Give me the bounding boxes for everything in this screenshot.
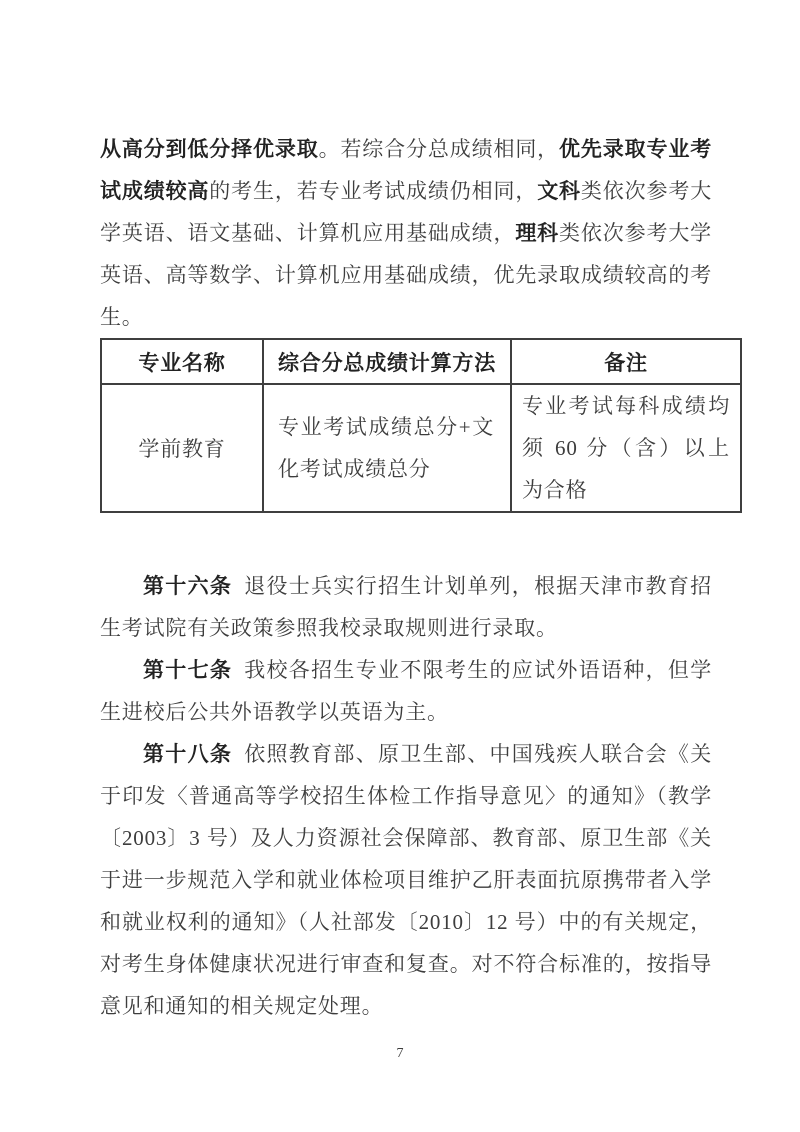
table-header-row [101,339,741,384]
intro-segment-bold: 从高分到低分择优录取 [100,137,319,161]
intro-segment-bold: 理科 [515,221,560,245]
article-17 [100,649,712,733]
intro-paragraph [100,128,712,338]
table-cell-major: 学前教育 [101,384,263,512]
intro-segment: 的考生，若专业考试成绩仍相同， [209,179,538,203]
article-16 [100,565,712,649]
page-content [100,128,730,1027]
article-17-label: 第十七条 [143,658,233,682]
score-calculation-table [100,338,742,513]
table-header-remark: 备注 [511,339,741,384]
article-16-label: 第十六条 [143,574,233,598]
article-16-text: 退役士兵实行招生计划单列，根据天津市教育招生考试院有关政策参照我校录取规则进行录取。 [100,574,712,640]
intro-segment: 。若综合分总成绩相同， [318,137,560,161]
table-cell-method: 专业考试成绩总分+文化考试成绩总分 [263,384,511,512]
article-18 [100,733,712,1027]
table-header-method: 综合分总成绩计算方法 [263,339,511,384]
intro-segment-bold: 优先录取专业考试成绩较高 [100,137,712,203]
table-cell-remark: 专业考试每科成绩均须 60 分（含）以上为合格 [511,384,741,512]
intro-segment-bold: 文科 [537,179,581,203]
article-17-text: 我校各招生专业不限考生的应试外语语种，但学生进校后公共外语教学以英语为主。 [100,658,712,724]
table-row [101,384,741,512]
page-number: 7 [396,1046,404,1061]
article-18-label: 第十八条 [143,742,233,766]
intro-segment: 类依次参考大学英语、语文基础、计算机应用基础成绩， [100,179,712,245]
table-header-major: 专业名称 [101,339,263,384]
article-18-text: 依照教育部、原卫生部、中国残疾人联合会《关于印发〈普通高等学校招生体检工作指导意见〉的通知》（教学〔2003〕3 号）及人力资源社会保障部、教育部、原卫生部《关于进一步规范入学和就业体检项目维护乙肝表面抗原携带者入学和就业权利的通知》（人社部发〔2010〕12 号）中的有关规定，对考生身体健康状况进行审查和复查。对不符合标准的，按指导意见和通知的相关规定处理。 [100,742,712,1018]
intro-segment: 类依次参考大学英语、高等数学、计算机应用基础成绩，优先录取成绩较高的考生。 [100,221,712,329]
